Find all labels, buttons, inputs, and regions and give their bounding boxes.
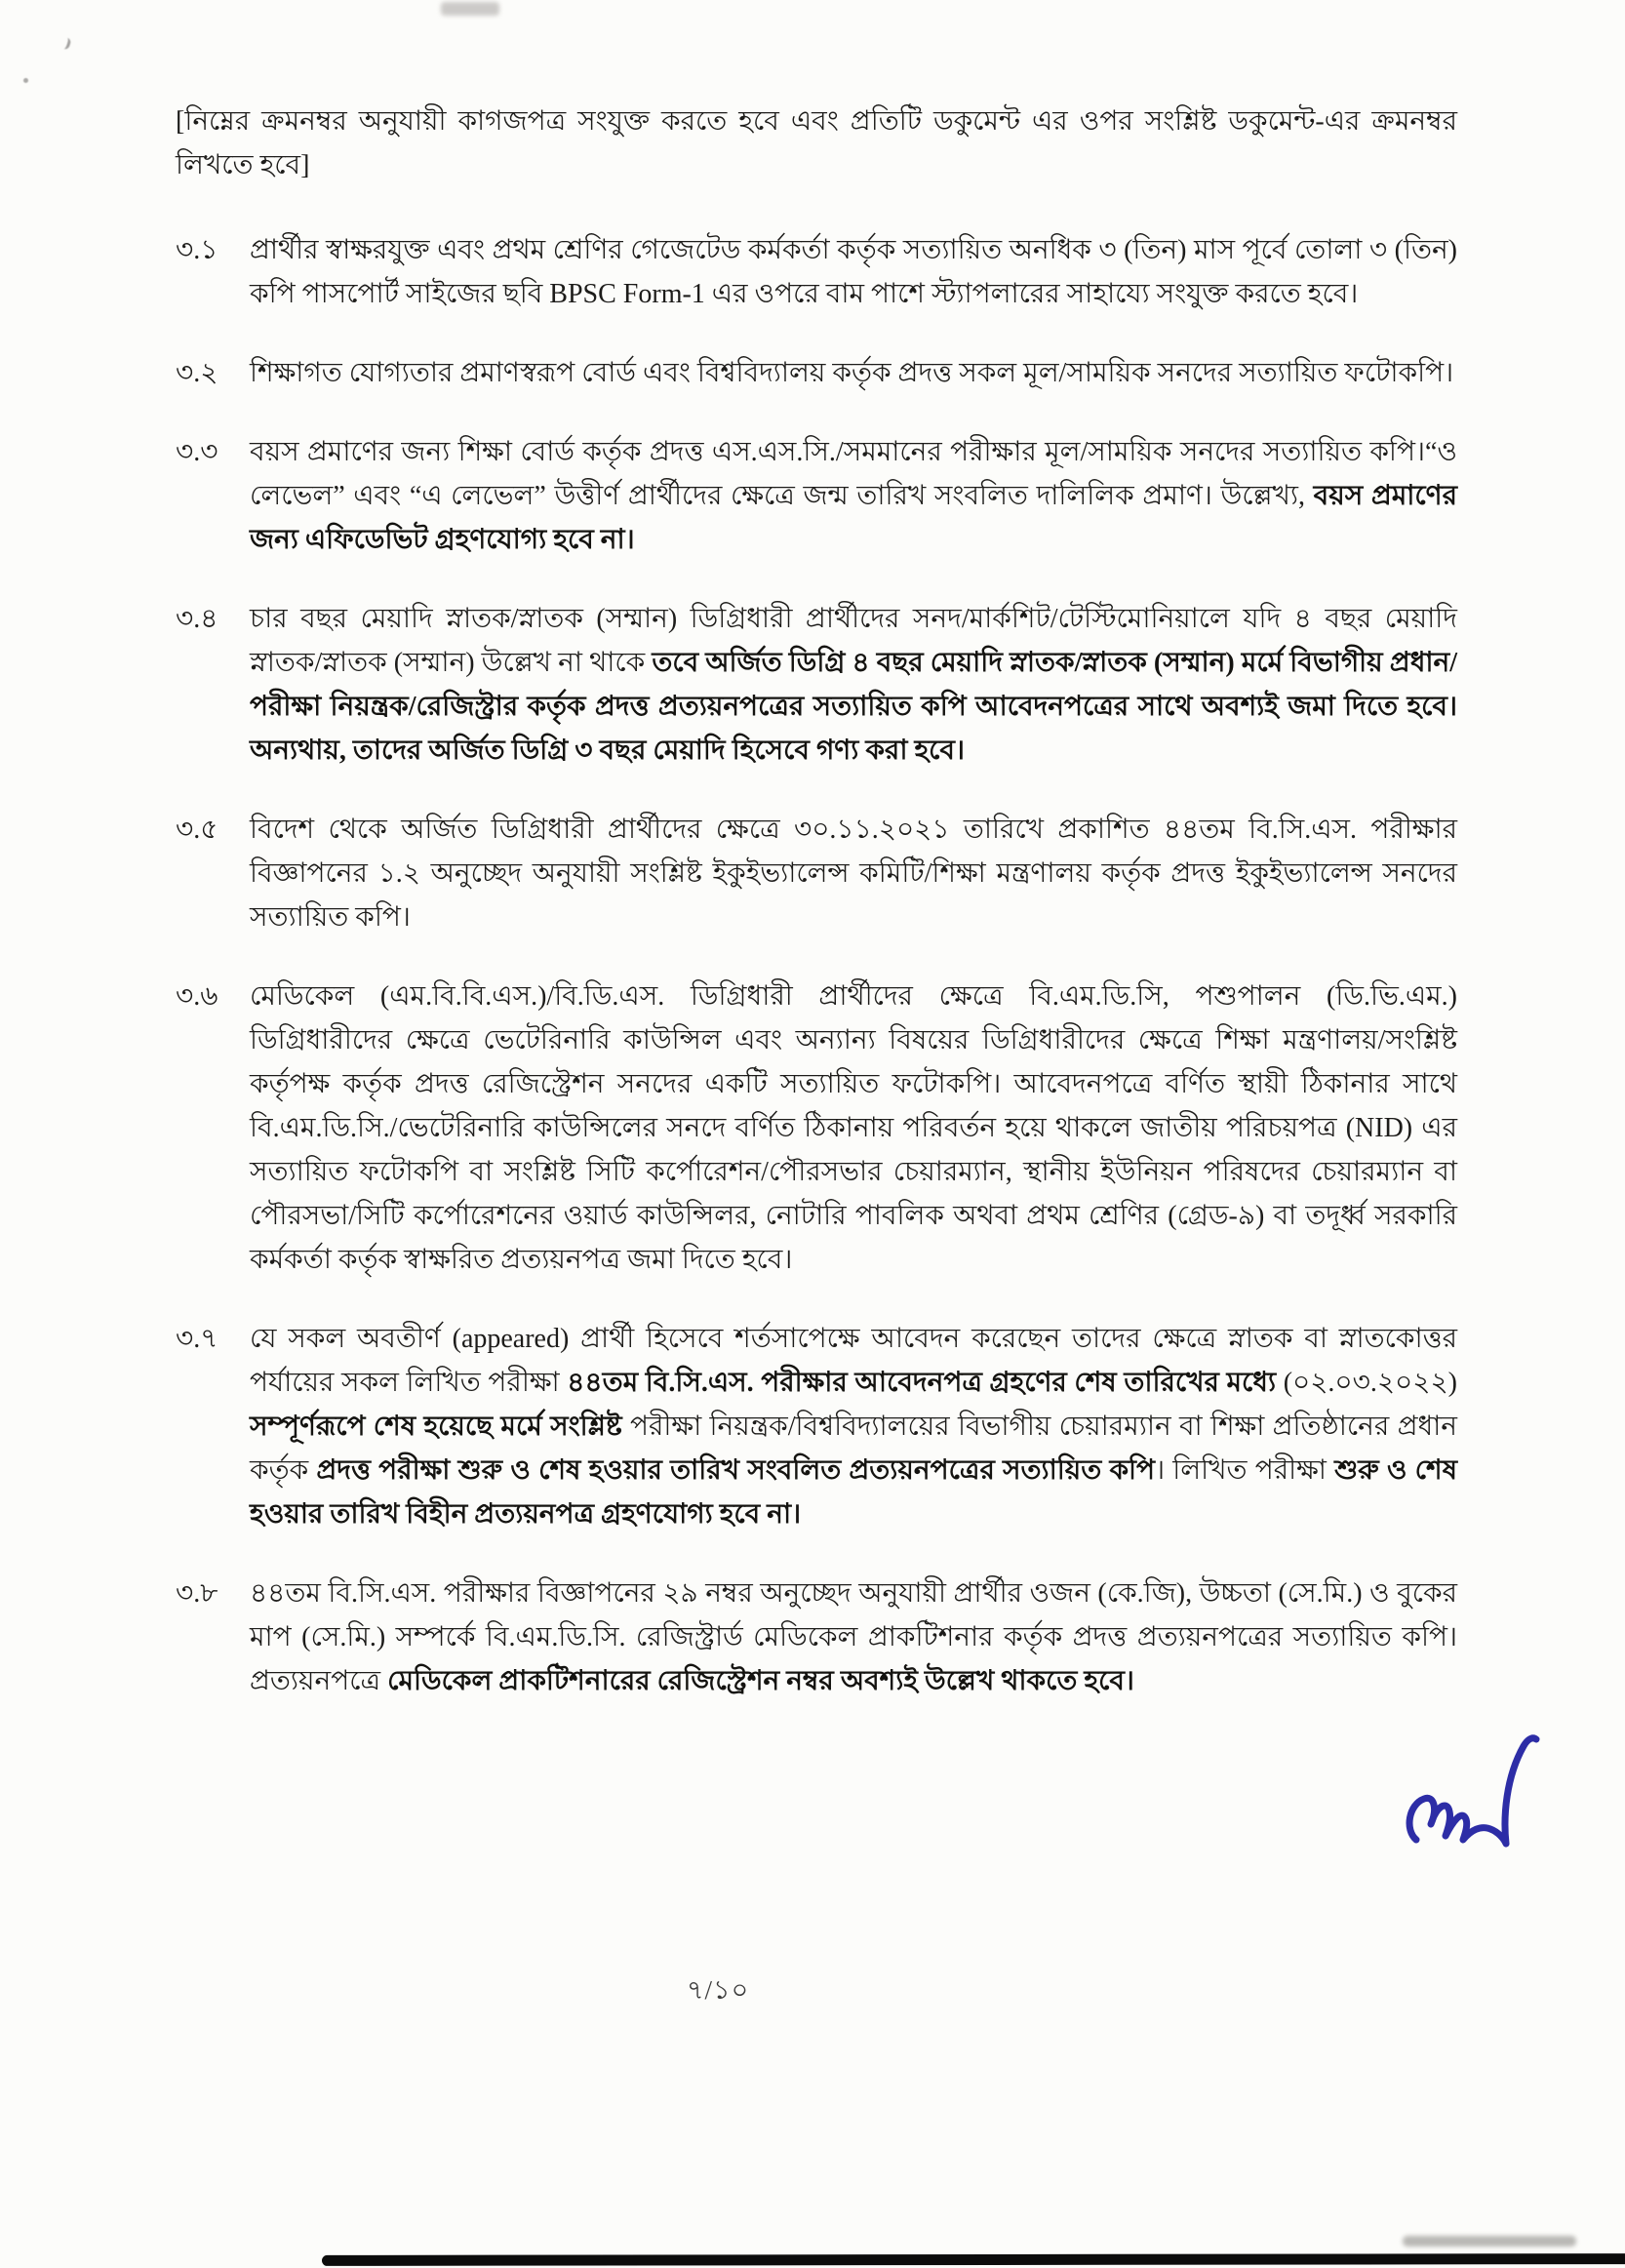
scan-artifact-bottom-bar xyxy=(322,2253,1625,2266)
item-text xyxy=(250,1572,1457,1703)
item-number: ৩.৪ xyxy=(176,604,218,634)
scan-artifact-dot xyxy=(23,78,28,83)
item-text xyxy=(250,597,1457,773)
item-text xyxy=(250,975,1457,1282)
signature-ink xyxy=(1401,1731,1547,1863)
item-text-run: বয়স প্রমাণের জন্য এফিডেভিট গ্রহণযোগ্য হবে না। xyxy=(250,481,1457,555)
scan-artifact-bottom-smudge xyxy=(1403,2236,1576,2247)
scan-artifact-top-smudge xyxy=(441,2,499,16)
item-text xyxy=(250,430,1457,562)
item-text-run: । লিখিত পরীক্ষা xyxy=(1155,1455,1335,1486)
document-item xyxy=(176,228,1457,316)
item-number: ৩.৩ xyxy=(176,437,218,467)
scan-artifact-pen-tick xyxy=(57,35,71,50)
item-text-run: বিদেশ থেকে অর্জিত ডিগ্রিধারী প্রার্থীদের ক্ষেত্রে ৩০.১১.২০২১ তারিখে প্রকাশিত ৪৪তম বি.সি.এস. পরীক্ষার বিজ্ঞাপনের ১.২ অনুচ্ছেদ অনুযায়ী সংশ্লিষ্ট ইকুইভ্যালেন্স কমিটি/শিক্ষা মন্ত্রণালয় কর্তৃক প্রদত্ত ইকুইভ্যালেন্স সনদের সত্যায়িত কপি। xyxy=(250,815,1457,933)
item-number: ৩.৬ xyxy=(176,981,218,1012)
item-number: ৩.২ xyxy=(176,358,218,388)
item-text-run: সম্পূর্ণরূপে শেষ হয়েছে মর্মে সংশ্লিষ্ট xyxy=(250,1412,622,1442)
item-text-run: (০২.০৩.২০২২) xyxy=(1276,1368,1457,1398)
item-text xyxy=(250,228,1457,316)
document-item xyxy=(176,430,1457,562)
item-number: ৩.১ xyxy=(176,235,218,265)
document-item xyxy=(176,808,1457,939)
item-text xyxy=(250,808,1457,939)
document-item xyxy=(176,597,1457,773)
item-text xyxy=(250,351,1457,395)
item-number: ৩.৫ xyxy=(176,815,218,845)
item-text-run: শিক্ষাগত যোগ্যতার প্রমাণস্বরূপ বোর্ড এবং বিশ্ববিদ্যালয় কর্তৃক প্রদত্ত সকল মূল/সাময়িক সনদের সত্যায়িত ফটোকপি। xyxy=(250,358,1454,388)
item-text-run: প্রদত্ত পরীক্ষা শুরু ও শেষ হওয়ার তারিখ সংবলিত প্রত্যয়নপত্রের সত্যায়িত কপি xyxy=(316,1455,1156,1486)
item-text-run: প্রার্থীর স্বাক্ষরযুক্ত এবং প্রথম শ্রেণির গেজেটেড কর্মকর্তা কর্তৃক সত্যায়িত অনধিক ৩ (তিন) মাস পূর্বে তোলা ৩ (তিন) কপি পাসপোর্ট সাইজের ছবি BPSC Form-1 এর ওপরে বাম পাশে স্ট্যাপলারের সাহায্যে সংযুক্ত করতে হবে। xyxy=(250,235,1457,309)
item-text-run: ৪৪তম বি.সি.এস. পরীক্ষার বিজ্ঞাপনের ২৯ নম্বর অনুচ্ছেদ অনুযায়ী প্রার্থীর ওজন (কে.জি), উচ্চতা (সে.মি.) ও বুকের মাপ (সে.মি.) সম্পর্কে বি.এম.ডি.সি. রেজিস্ট্রার্ড মেডিকেল প্রাকটিশনার কর্তৃক প্রদত্ত প্রত্যয়নপত্রের সত্যায়িত কপি। প্রত্যয়নপত্রে xyxy=(250,1578,1457,1696)
document-item xyxy=(176,1572,1457,1703)
item-text-run: চার বছর মেয়াদি স্নাতক/স্নাতক (সম্মান) ডিগ্রিধারী প্রার্থীদের সনদ/মার্কশিট/টেস্টিমোনিয়ালে যদি ৪ বছর মেয়াদি স্নাতক/স্নাতক (সম্মান) উল্লেখ না থাকে xyxy=(250,604,1457,678)
item-number: ৩.৭ xyxy=(176,1324,218,1354)
item-text-run: যে সকল অবতীর্ণ (appeared) প্রার্থী হিসেবে শর্তসাপেক্ষে আবেদন করেছেন তাদের ক্ষেত্রে স্নাতক বা স্নাতকোত্তর পর্যায়ের সকল লিখিত পরীক্ষা xyxy=(250,1324,1457,1398)
item-number: ৩.৮ xyxy=(176,1578,218,1609)
item-text-run: মেডিকেল প্রাকটিশনারের রেজিস্ট্রেশন নম্বর অবশ্যই উল্লেখ থাকতে হবে। xyxy=(387,1666,1134,1696)
item-text-run: তবে অর্জিত ডিগ্রি ৪ বছর মেয়াদি স্নাতক/স্নাতক (সম্মান) মর্মে বিভাগীয় প্রধান/পরীক্ষা নিয়ন্ত্রক/রেজিস্ট্রার কর্তৃক প্রদত্ত প্রত্যয়নপত্রের সত্যায়িত কপি আবেদনপত্রের সাথে অবশ্যই জমা দিতে হবে। অন্যথায়, তাদের অর্জিত ডিগ্রি ৩ বছর মেয়াদি হিসেবে গণ্য করা হবে। xyxy=(250,648,1457,766)
item-text-run: শুরু ও শেষ হওয়ার তারিখ বিহীন প্রত্যয়নপত্র গ্রহণযোগ্য হবে না। xyxy=(250,1455,1458,1530)
item-text-run: ৪৪তম বি.সি.এস. পরীক্ষার আবেদনপত্র গ্রহণের শেষ তারিখের মধ্যে xyxy=(567,1368,1277,1398)
item-text-run: মেডিকেল (এম.বি.বি.এস.)/বি.ডি.এস. ডিগ্রিধারী প্রার্থীদের ক্ষেত্রে বি.এম.ডি.সি, পশুপালন (ডি.ভি.এম.) ডিগ্রিধারীদের ক্ষেত্রে ভেটেরিনারি কাউন্সিল এবং অন্যান্য বিষয়ের ডিগ্রিধারীদের ক্ষেত্রে শিক্ষা মন্ত্রণালয়/সংশ্লিষ্ট কর্তৃপক্ষ কর্তৃক প্রদত্ত রেজিস্ট্রেশন সনদের একটি সত্যায়িত ফটোকপি। আবেদনপত্রে বর্ণিত স্থায়ী ঠিকানার সাথে বি.এম.ডি.সি./ভেটেরিনারি কাউন্সিলের সনদে বর্ণিত ঠিকানায় পরিবর্তন হয়ে থাকলে জাতীয় পরিচয়পত্র (NID) এর সত্যায়িত ফটোকপি বা সংশ্লিষ্ট সিটি কর্পোরেশন/পৌরসভার চেয়ারম্যান, স্থানীয় ইউনিয়ন পরিষদের চেয়ারম্যান বা পৌরসভা/সিটি কর্পোরেশনের ওয়ার্ড কাউন্সিলর, নোটারি পাবলিক অথবা প্রথম শ্রেণির (গ্রেড-৯) বা তদূর্ধ্ব সরকারি কর্মকর্তা কর্তৃক স্বাক্ষরিত প্রত্যয়নপত্র জমা দিতে হবে। xyxy=(250,981,1457,1275)
document-item xyxy=(176,975,1457,1282)
item-text-run: পরীক্ষা নিয়ন্ত্রক/বিশ্ববিদ্যালয়ের বিভাগীয় চেয়ারম্যান বা শিক্ষা প্রতিষ্ঠানের প্রধান কর্তৃক xyxy=(250,1412,1457,1486)
document-items xyxy=(176,228,1457,1703)
intro-note: [নিম্নের ক্রমনম্বর অনুযায়ী কাগজপত্র সংযুক্ত করতে হবে এবং প্রতিটি ডকুমেন্ট এর ওপর সংশ্লিষ্ট ডকুমেন্ট-এর ক্রমনম্বর লিখতে হবে] xyxy=(176,106,1457,180)
document-item xyxy=(176,351,1457,395)
document-content xyxy=(176,99,1457,1738)
document-item xyxy=(176,1317,1457,1536)
item-text xyxy=(250,1317,1457,1536)
page-number: ৭/১০ xyxy=(687,1975,750,2005)
item-text-run: বয়স প্রমাণের জন্য শিক্ষা বোর্ড কর্তৃক প্রদত্ত এস.এস.সি./সমমানের পরীক্ষার মূল/সাময়িক সনদের সত্যায়িত কপি।“ও লেভেল” এবং “এ লেভেল” উত্তীর্ণ প্রার্থীদের ক্ষেত্রে জন্ম তারিখ সংবলিত দালিলিক প্রমাণ। উল্লেখ্য, xyxy=(250,437,1457,511)
